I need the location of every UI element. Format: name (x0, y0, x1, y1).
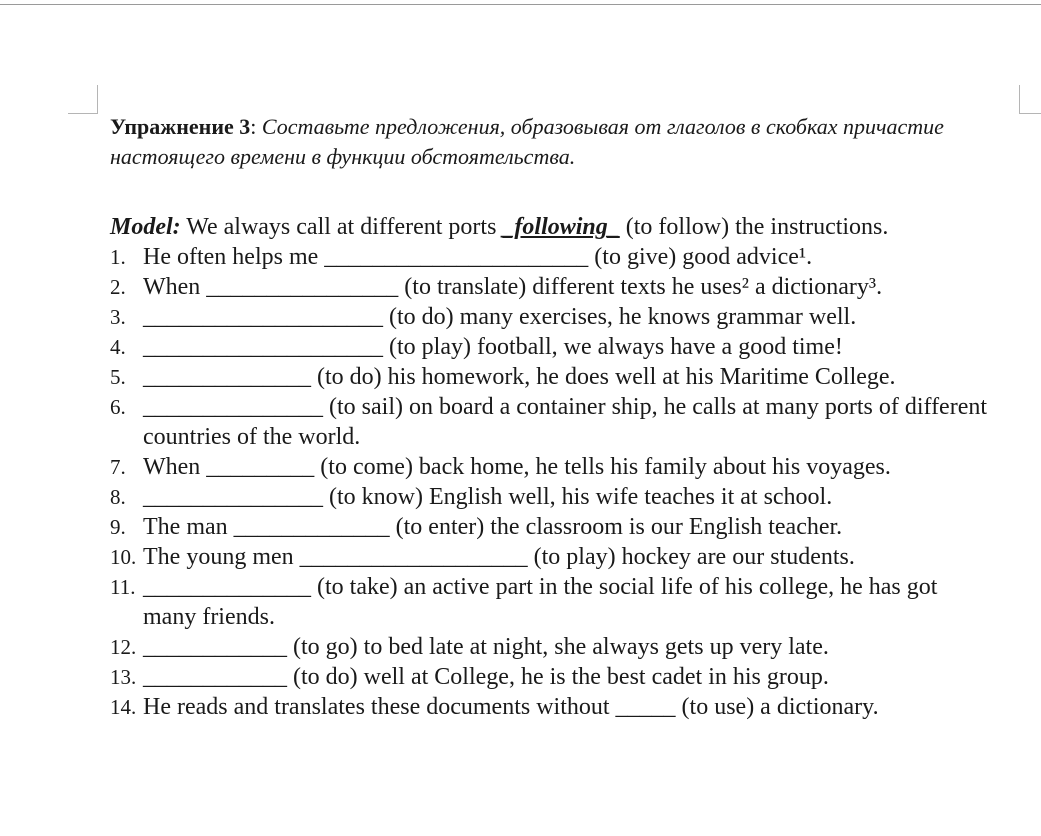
exercise-items (110, 242, 995, 722)
exercise-item (110, 242, 995, 272)
item-text: ______________ (to do) his homework, he does well at his Maritime College. (143, 364, 896, 390)
item-number: 7. (110, 455, 126, 479)
crop-mark-left-vertical (97, 85, 98, 113)
exercise-item (110, 332, 995, 362)
crop-mark-right-vertical (1019, 85, 1020, 113)
item-text: He reads and translates these documents without _____ (to use) a dictionary. (143, 694, 879, 720)
exercise-item (110, 482, 995, 512)
exercise-heading (110, 112, 995, 172)
item-text: ____________ (to go) to bed late at night, she always gets up very late. (143, 634, 829, 660)
exercise-item (110, 272, 995, 302)
item-text: ____________________ (to do) many exercises, he knows grammar well. (143, 304, 857, 330)
exercise-item (110, 392, 995, 452)
item-number: 9. (110, 515, 126, 539)
item-text: He often helps me ______________________ (to give) good advice¹. (143, 244, 813, 270)
crop-mark-right-horizontal (1019, 113, 1041, 114)
exercise-item (110, 512, 995, 542)
model-answer: _following_ (502, 214, 620, 240)
item-number: 2. (110, 275, 126, 299)
item-number: 1. (110, 245, 126, 269)
exercise-content (110, 112, 995, 722)
exercise-item (110, 452, 995, 482)
item-number: 11. (110, 575, 136, 599)
exercise-item (110, 662, 995, 692)
top-border-line (0, 4, 1041, 5)
item-number: 4. (110, 335, 126, 359)
item-text: When ________________ (to translate) different texts he uses² a dictionary³. (143, 274, 883, 300)
item-text: ______________ (to take) an active part in the social life of his college, he has got many friends. (143, 574, 938, 630)
item-number: 5. (110, 365, 126, 389)
exercise-item (110, 542, 995, 572)
item-number: 14. (110, 695, 137, 719)
item-number: 6. (110, 395, 126, 419)
exercise-item (110, 572, 995, 632)
exercise-item (110, 302, 995, 332)
item-number: 12. (110, 635, 137, 659)
item-text: The man _____________ (to enter) the classroom is our English teacher. (143, 514, 843, 540)
model-text-before: We always call at different ports (186, 214, 503, 240)
model-label: Model: (110, 214, 181, 240)
item-text: _______________ (to know) English well, his wife teaches it at school. (143, 484, 833, 510)
model-text-after: (to follow) the instructions. (619, 214, 889, 240)
item-text: ____________________ (to play) football, we always have a good time! (143, 334, 843, 360)
item-text: When _________ (to come) back home, he tells his family about his voyages. (143, 454, 891, 480)
item-text: ____________ (to do) well at College, he is the best cadet in his group. (143, 664, 829, 690)
exercise-instruction: Составьте предложения, образовывая от глаголов в скобках причастие настоящего времени в функции обстоятельства. (110, 114, 944, 169)
item-number: 8. (110, 485, 126, 509)
item-number: 13. (110, 665, 137, 689)
exercise-item (110, 632, 995, 662)
item-text: _______________ (to sail) on board a container ship, he calls at many ports of different countries of the world. (143, 394, 988, 450)
exercise-item (110, 362, 995, 392)
item-number: 10. (110, 545, 137, 569)
exercise-label: Упражнение 3 (110, 114, 251, 139)
item-number: 3. (110, 305, 126, 329)
model-example (110, 212, 995, 242)
crop-mark-left-horizontal (68, 113, 98, 114)
exercise-separator: : (250, 114, 257, 139)
item-text: The young men ___________________ (to play) hockey are our students. (143, 544, 855, 570)
exercise-item (110, 692, 995, 722)
